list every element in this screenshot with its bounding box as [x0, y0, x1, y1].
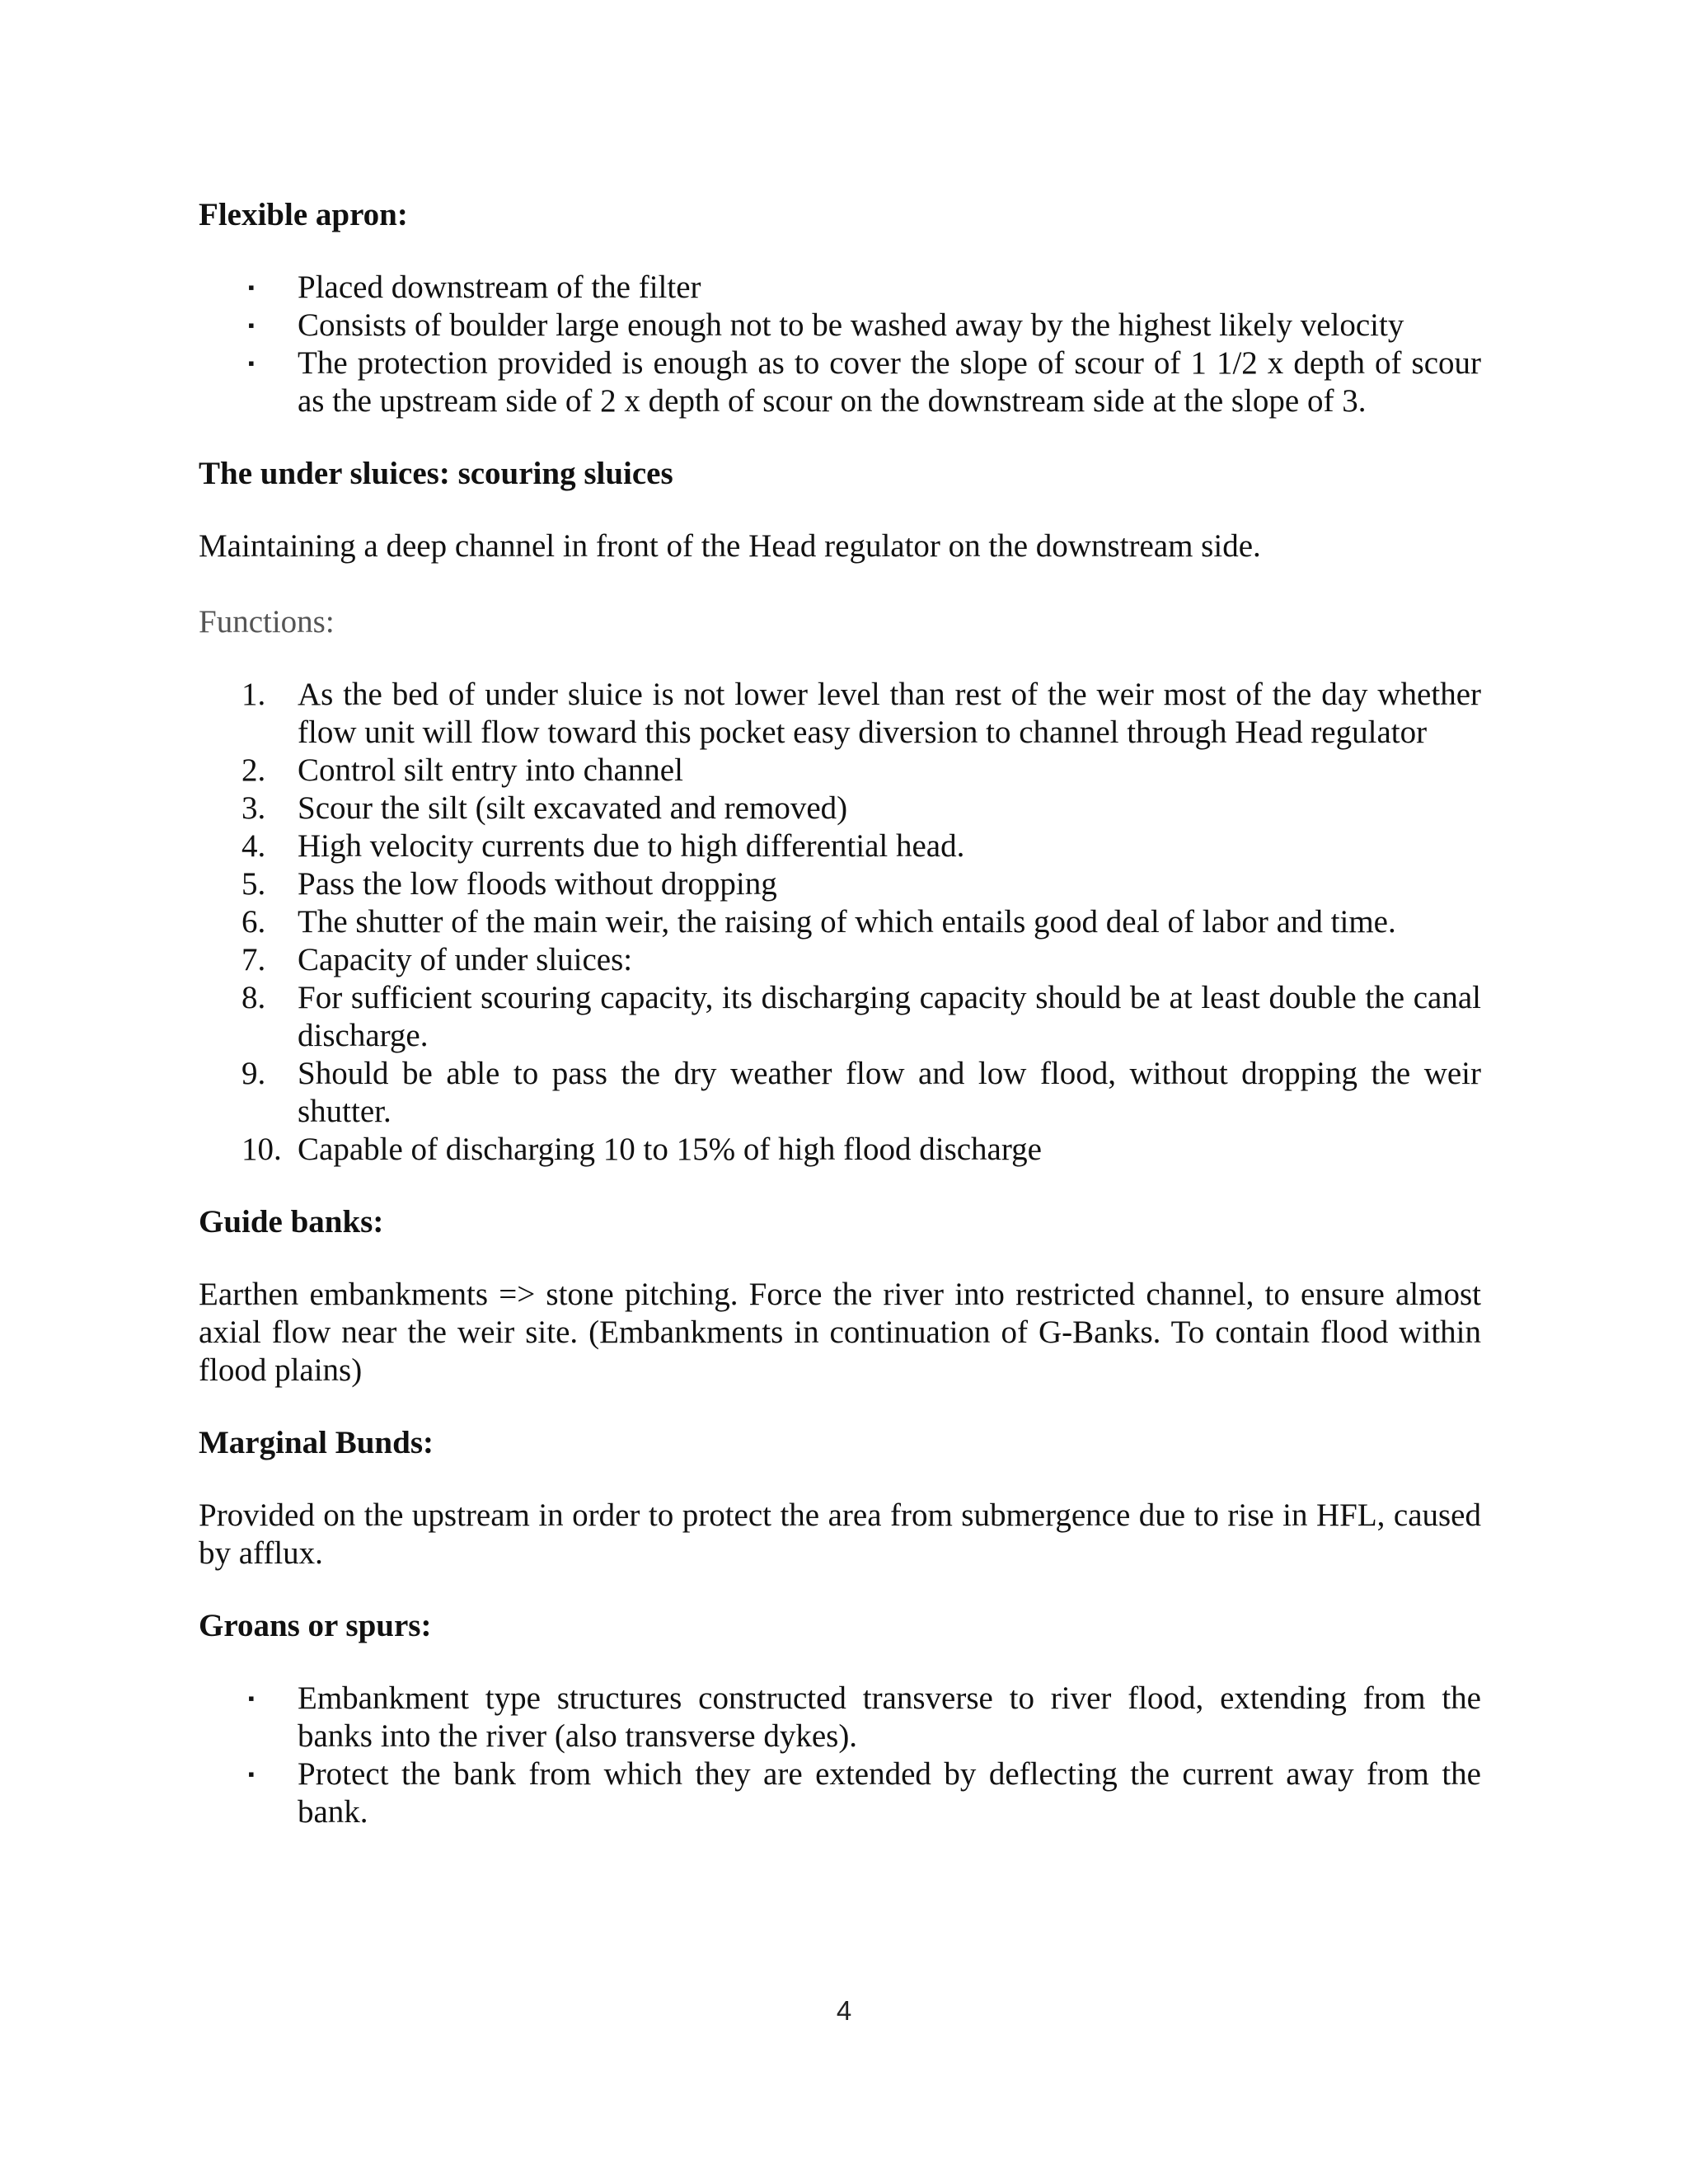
list-item-text: Scour the silt (silt excavated and removed) — [298, 790, 848, 826]
under-sluices-intro: Maintaining a deep channel in front of the Head regulator on the downstream side. — [199, 528, 1261, 564]
section-heading-guide-banks: Guide banks: — [199, 1204, 384, 1240]
list-number: 8. — [241, 980, 266, 1015]
square-bullet-icon: ▪ — [248, 353, 255, 373]
functions-label: Functions: — [199, 604, 335, 640]
page-number: 4 — [836, 1995, 852, 2026]
section-heading-flexible-apron: Flexible apron: — [199, 197, 408, 232]
list-item — [241, 827, 1481, 865]
list-item — [241, 865, 1481, 903]
list-item-text: Consists of boulder large enough not to be washed away by the highest likely velocity — [298, 307, 1404, 343]
list-item-text: Pass the low floods without dropping — [298, 866, 777, 902]
list-item — [241, 903, 1481, 941]
marginal-bunds-text: Provided on the upstream in order to protect the area from submergence due to rise in HFL, caused by afflux. — [199, 1497, 1481, 1571]
guide-banks-text: Earthen embankments => stone pitching. Force the river into restricted channel, to ensure almost axial flow near the weir site. (Embankments in continuation of G-Banks. To contain flood within flood plains) — [199, 1277, 1481, 1388]
list-number: 9. — [241, 1056, 266, 1091]
list-item — [241, 676, 1481, 752]
list-number: 10. — [241, 1132, 282, 1167]
section-heading-marginal-bunds: Marginal Bunds: — [199, 1425, 434, 1460]
list-number: 2. — [241, 752, 266, 788]
list-item-text: Placed downstream of the filter — [298, 269, 701, 305]
list-item — [241, 1131, 1481, 1169]
square-bullet-icon: ▪ — [248, 315, 255, 335]
list-item — [241, 979, 1481, 1055]
square-bullet-icon: ▪ — [248, 1688, 255, 1708]
list-item — [248, 344, 1481, 420]
square-bullet-icon: ▪ — [248, 277, 255, 298]
list-item-text: Protect the bank from which they are extended by deflecting the current away from the bank. — [298, 1756, 1481, 1830]
list-item — [241, 941, 1481, 979]
list-number: 6. — [241, 904, 266, 940]
square-bullet-icon: ▪ — [248, 1764, 255, 1784]
list-item-text: The protection provided is enough as to cover the slope of scour of 1 1/2 x depth of scour as the upstream side of 2 x depth of scour on the downstream side at the slope of 3. — [298, 345, 1481, 419]
list-item — [241, 1055, 1481, 1131]
list-item — [248, 1755, 1481, 1831]
list-number: 4. — [241, 828, 266, 864]
list-number: 1. — [241, 677, 266, 712]
functions-numbered-list — [199, 676, 1481, 1169]
list-item — [241, 790, 1481, 827]
list-item — [241, 752, 1481, 790]
section-heading-under-sluices: The under sluices: scouring sluices — [199, 456, 673, 491]
page-content — [199, 196, 1481, 1831]
list-number: 5. — [241, 866, 266, 902]
list-item-text: For sufficient scouring capacity, its discharging capacity should be at least double the canal discharge. — [298, 980, 1481, 1053]
list-item-text: High velocity currents due to high differential head. — [298, 828, 965, 864]
list-item-text: Should be able to pass the dry weather flow and low flood, without dropping the weir shutter. — [298, 1056, 1481, 1129]
list-number: 3. — [241, 790, 266, 826]
list-item-text: Control silt entry into channel — [298, 752, 683, 788]
groans-bullet-list — [199, 1680, 1481, 1831]
list-item-text: Capacity of under sluices: — [298, 942, 633, 977]
list-item-text: Embankment type structures constructed transverse to river flood, extending from the banks into the river (also transverse dykes). — [298, 1680, 1481, 1754]
list-item-text: The shutter of the main weir, the raising of which entails good deal of labor and time. — [298, 904, 1396, 940]
list-item — [248, 1680, 1481, 1755]
flexible-apron-bullet-list — [199, 269, 1481, 420]
list-item-text: Capable of discharging 10 to 15% of high flood discharge — [298, 1132, 1042, 1167]
list-item — [248, 269, 1481, 307]
section-heading-groans-or-spurs: Groans or spurs: — [199, 1608, 432, 1643]
list-number: 7. — [241, 942, 266, 977]
list-item — [248, 307, 1481, 344]
list-item-text: As the bed of under sluice is not lower level than rest of the weir most of the day whether flow unit will flow toward this pocket easy diversion to channel through Head regulator — [298, 677, 1481, 750]
